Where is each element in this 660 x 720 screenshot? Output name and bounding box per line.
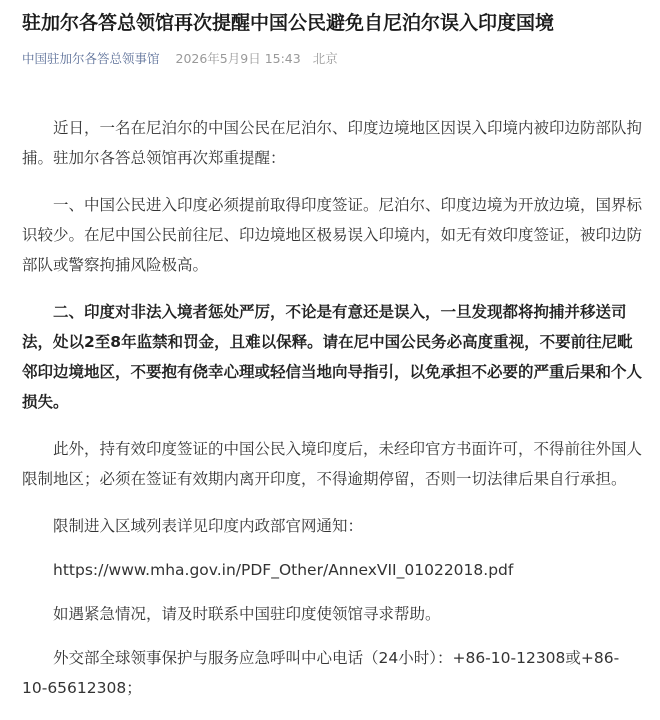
article-meta — [22, 50, 338, 68]
paragraph-penalty-warning: 二、印度对非法入境者惩处严厉，不论是有意还是误入，一旦发现都将拘捕并移送司法，处以2至8年监禁和罚金，且难以保释。请在尼中国公民务必高度重视，不要前往尼毗邻印边境地区，不要抱有侥幸心理或轻信当地向导指引，以免承担不必要的严重后果和个人损失。 — [22, 303, 643, 411]
paragraph-intro: 近日，一名在尼泊尔的中国公民在尼泊尔、印度边境地区因误入印境内被印边防部队拘捕。驻加尔各答总领馆再次郑重提醒： — [22, 119, 643, 167]
paragraph-hotline: 外交部全球领事保护与服务应急呼叫中心电话（24小时）：+86-10-12308或+86-10-65612308； — [22, 649, 620, 697]
restricted-areas-url[interactable]: https://www.mha.gov.in/PDF_Other/AnnexVII_01022018.pdf — [53, 561, 514, 579]
paragraph-visa-requirement: 一、中国公民进入印度必须提前取得印度签证。尼泊尔、印度边境为开放边境，国界标识较少。在尼中国公民前往尼、印边境地区极易误入印境内，如无有效印度签证，被印边防部队或警察拘捕风险极高。 — [22, 196, 643, 274]
paragraph-emergency: 如遇紧急情况，请及时联系中国驻印度使领馆寻求帮助。 — [53, 605, 441, 623]
article-body — [22, 113, 642, 720]
paragraph-restricted-list-notice: 限制进入区域列表详见印度内政部官网通知： — [53, 517, 364, 535]
article-location: 北京 — [312, 51, 338, 66]
article-title: 驻加尔各答总领馆再次提醒中国公民避免自尼泊尔误入印度国境 — [22, 12, 555, 34]
article-datetime: 2026年5月9日 15:43 — [175, 51, 301, 66]
article-source-link[interactable]: 中国驻加尔各答总领事馆 — [22, 51, 160, 66]
paragraph-restricted-areas: 此外，持有效印度签证的中国公民入境印度后，未经印官方书面许可，不得前往外国人限制地区；必须在签证有效期内离开印度，不得逾期停留，否则一切法律后果自行承担。 — [22, 440, 643, 488]
